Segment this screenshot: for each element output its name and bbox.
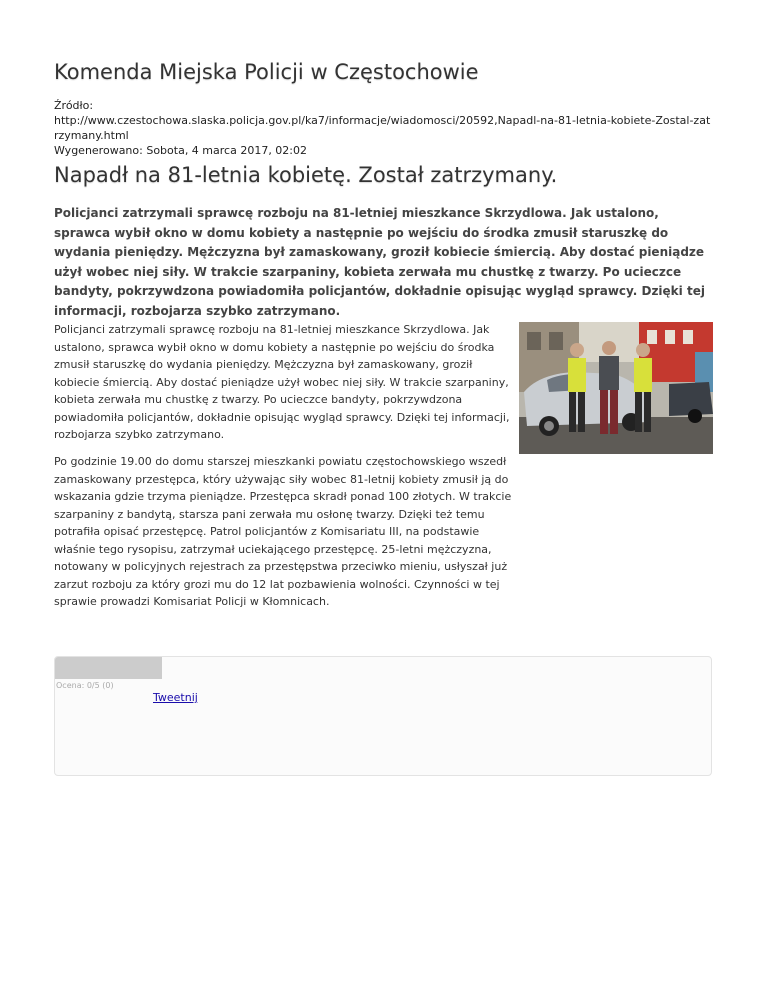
article-title: Napadł na 81-letnia kobietę. Został zatrzymany.: [54, 163, 558, 187]
article-photo: [519, 322, 713, 454]
site-title: Komenda Miejska Policji w Częstochowie: [54, 60, 479, 84]
source-url: http://www.czestochowa.slaska.policja.gov.pl/ka7/informacje/wiadomosci/20592,Napadl-na-81-letnia-kobiete-Zostal-zatrzymany.html: [54, 114, 711, 142]
source-block: [54, 98, 714, 158]
rating-bar[interactable]: [55, 657, 162, 679]
rating-text: Ocena: 0/5 (0): [56, 681, 114, 690]
article-lead: Policjanci zatrzymali sprawcę rozboju na 81-letniej mieszkance Skrzydlowa. Jak ustalono, sprawca wybił okno w domu kobiety a następnie po wejściu do środka zmusił staruszkę do wydania pieniędzy. Mężczyzna był zamaskowany, groził kobiecie śmiercią. Aby dostać pieniądze użył wobec niej siły. W trakcie szarpaniny, kobieta zerwała mu chustkę z twarzy. Po ucieczce bandyty, pokrzywdzona powiadomiła policjantów, dokładnie opisując wygląd sprawcy. Dzięki tej informacji, rozbojarza szybko zatrzymano.: [54, 206, 705, 318]
article-paragraph-2: Po godzinie 19.00 do domu starszej mieszkanki powiatu częstochowskiego wszedł zamaskowany przestępca, który używając siły wobec 81-letnij kobiety zmusił ją do wskazania gdzie trzyma pieniądze. Przestępca skradł ponad 100 złotych. W trakcie szarpaniny z bandytą, starsza pani zerwała mu osłonę twarzy. Dzięki też temu potrafiła opisać przestępcę. Patrol policjantów z Komisariatu III, na podstawie właśnie tego rysopisu, zatrzymał uciekającego przestępcę. 25-letni mężczyzna, notowany w policyjnych rejestrach za przestępstwa przeciwko mieniu, usłyszał już zarzut rozboju za który grozi mu do 12 lat pozbawienia wolności. Czynności w tej sprawie prowadzi Komisariat Policji w Kłomnicach.: [54, 455, 512, 608]
tweet-link[interactable]: Tweetnij: [153, 691, 198, 704]
source-label: Źródło:: [54, 99, 94, 112]
rating-box: [54, 656, 712, 776]
generated-date: Wygenerowano: Sobota, 4 marca 2017, 02:02: [54, 144, 308, 157]
article-paragraph-1: Policjanci zatrzymali sprawcę rozboju na 81-letniej mieszkance Skrzydlowa. Jak ustalono, sprawca wybił okno w domu kobiety a następnie po wejściu do środka zmusił staruszkę do wydania pieniędzy. Mężczyzna był zamaskowany, groził kobiecie śmiercią. Aby dostać pieniądze użył wobec niej siły. W trakcie szarpaniny, kobieta zerwała mu chustkę z twarzy. Po ucieczce bandyty, pokrzywdzona powiadomiła policjantów, dokładnie opisując wygląd sprawcy. Dzięki tej informacji, rozbojarza szybko zatrzymano.: [54, 323, 510, 441]
